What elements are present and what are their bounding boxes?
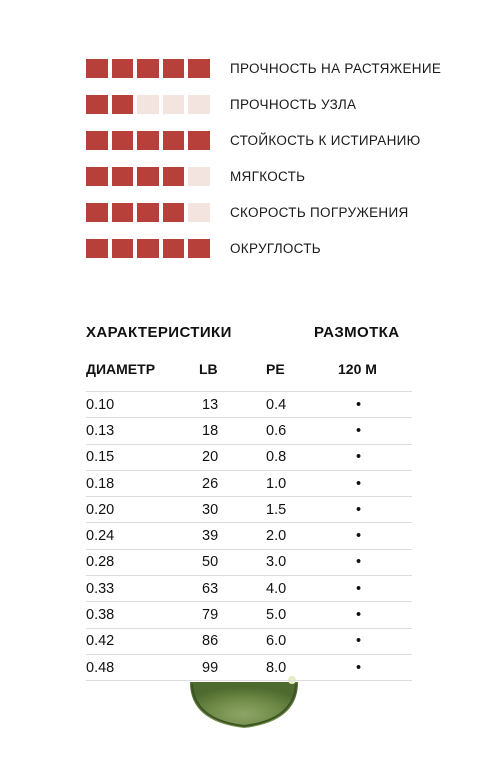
rating-boxes [86,239,214,258]
cell-diameter: 0.24 [86,528,115,545]
rating-boxes [86,95,214,114]
rating-box-filled [137,239,159,258]
cell-diameter: 0.28 [86,554,115,571]
cell-pe: 4.0 [266,580,287,597]
rating-box-filled [112,95,134,114]
rating-box-filled [112,239,134,258]
header-diameter: ДИАМЕТР [86,360,156,377]
rating-box-filled [112,203,134,222]
cell-120m: • [356,554,362,571]
rating-label: ПРОЧНОСТЬ УЗЛА [230,96,357,112]
cell-pe: 3.0 [266,554,287,571]
cell-pe: 2.0 [266,528,287,545]
rating-box-filled [163,203,185,222]
cell-120m: • [356,580,362,597]
specs-table [86,318,412,681]
rating-box-filled [163,167,185,186]
table-row [86,602,412,628]
rating-box-filled [86,95,108,114]
table-row [86,523,412,549]
rating-row [86,194,441,230]
cell-120m: • [356,501,362,518]
characteristics-title: ХАРАКТЕРИСТИКИ [86,324,232,341]
cell-lb: 86 [202,633,219,650]
cell-pe: 0.4 [266,396,287,413]
rating-boxes [86,131,214,150]
rating-box-filled [163,239,185,258]
spool-length-title: РАЗМОТКА [314,324,400,341]
rating-row [86,86,441,122]
rating-box-filled [86,131,108,150]
cell-120m: • [356,528,362,545]
cell-lb: 63 [202,580,219,597]
cell-diameter: 0.38 [86,607,115,624]
rating-label: СКОРОСТЬ ПОГРУЖЕНИЯ [230,204,409,220]
cell-diameter: 0.20 [86,501,115,518]
cell-pe: 5.0 [266,607,287,624]
rating-box-empty [188,95,210,114]
cell-120m: • [356,396,362,413]
rating-box-filled [112,59,134,78]
header-pe: PE [266,360,285,377]
cell-pe: 0.8 [266,449,287,466]
rating-box-filled [188,59,210,78]
cell-diameter: 0.42 [86,633,115,650]
rating-boxes [86,203,214,222]
rating-box-filled [163,59,185,78]
rating-box-filled [86,59,108,78]
table-body [86,392,412,681]
cell-120m: • [356,475,362,492]
header-120m: 120 M [338,360,377,377]
cell-pe: 8.0 [266,659,287,676]
rating-box-filled [86,203,108,222]
rating-box-filled [112,167,134,186]
table-row [86,550,412,576]
rating-box-filled [86,239,108,258]
table-row [86,576,412,602]
table-row [86,497,412,523]
cell-lb: 18 [202,422,219,439]
rating-box-empty [163,95,185,114]
cell-lb: 99 [202,659,219,676]
cell-diameter: 0.10 [86,396,115,413]
ratings-list [86,50,441,266]
rating-boxes [86,59,214,78]
cell-diameter: 0.48 [86,659,115,676]
rating-label: ПРОЧНОСТЬ НА РАСТЯЖЕНИЕ [230,60,442,76]
cell-diameter: 0.15 [86,449,115,466]
cell-pe: 6.0 [266,633,287,650]
rating-label: ОКРУГЛОСТЬ [230,240,321,256]
cell-120m: • [356,449,362,466]
cell-diameter: 0.13 [86,422,115,439]
rating-box-filled [112,131,134,150]
rating-box-filled [137,59,159,78]
cell-lb: 50 [202,554,219,571]
rating-boxes [86,167,214,186]
table-row [86,471,412,497]
header-lb: LB [199,360,218,377]
cell-lb: 26 [202,475,219,492]
cell-lb: 79 [202,607,219,624]
rating-box-filled [86,167,108,186]
cell-pe: 1.5 [266,501,287,518]
rating-box-filled [137,167,159,186]
rating-label: СТОЙКОСТЬ К ИСТИРАНИЮ [230,132,421,148]
table-row [86,655,412,681]
cell-120m: • [356,422,362,439]
table-row [86,418,412,444]
rating-box-filled [137,131,159,150]
cell-lb: 30 [202,501,219,518]
table-header-row [86,348,412,392]
rating-box-filled [137,203,159,222]
table-row [86,629,412,655]
cell-120m: • [356,633,362,650]
cell-diameter: 0.18 [86,475,115,492]
cell-pe: 1.0 [266,475,287,492]
rating-row [86,158,441,194]
rating-row [86,230,441,266]
table-row [86,445,412,471]
rating-box-empty [188,203,210,222]
table-title-row [86,318,412,348]
rating-box-filled [188,239,210,258]
cell-diameter: 0.33 [86,580,115,597]
cell-lb: 39 [202,528,219,545]
table-row [86,392,412,418]
rating-row [86,50,441,86]
cell-120m: • [356,659,362,676]
rating-box-filled [163,131,185,150]
cell-pe: 0.6 [266,422,287,439]
cell-120m: • [356,607,362,624]
rating-box-empty [188,167,210,186]
rating-box-filled [188,131,210,150]
rating-box-empty [137,95,159,114]
rating-label: МЯГКОСТЬ [230,168,306,184]
rating-row [86,122,441,158]
cell-lb: 20 [202,449,219,466]
cell-lb: 13 [202,396,219,413]
